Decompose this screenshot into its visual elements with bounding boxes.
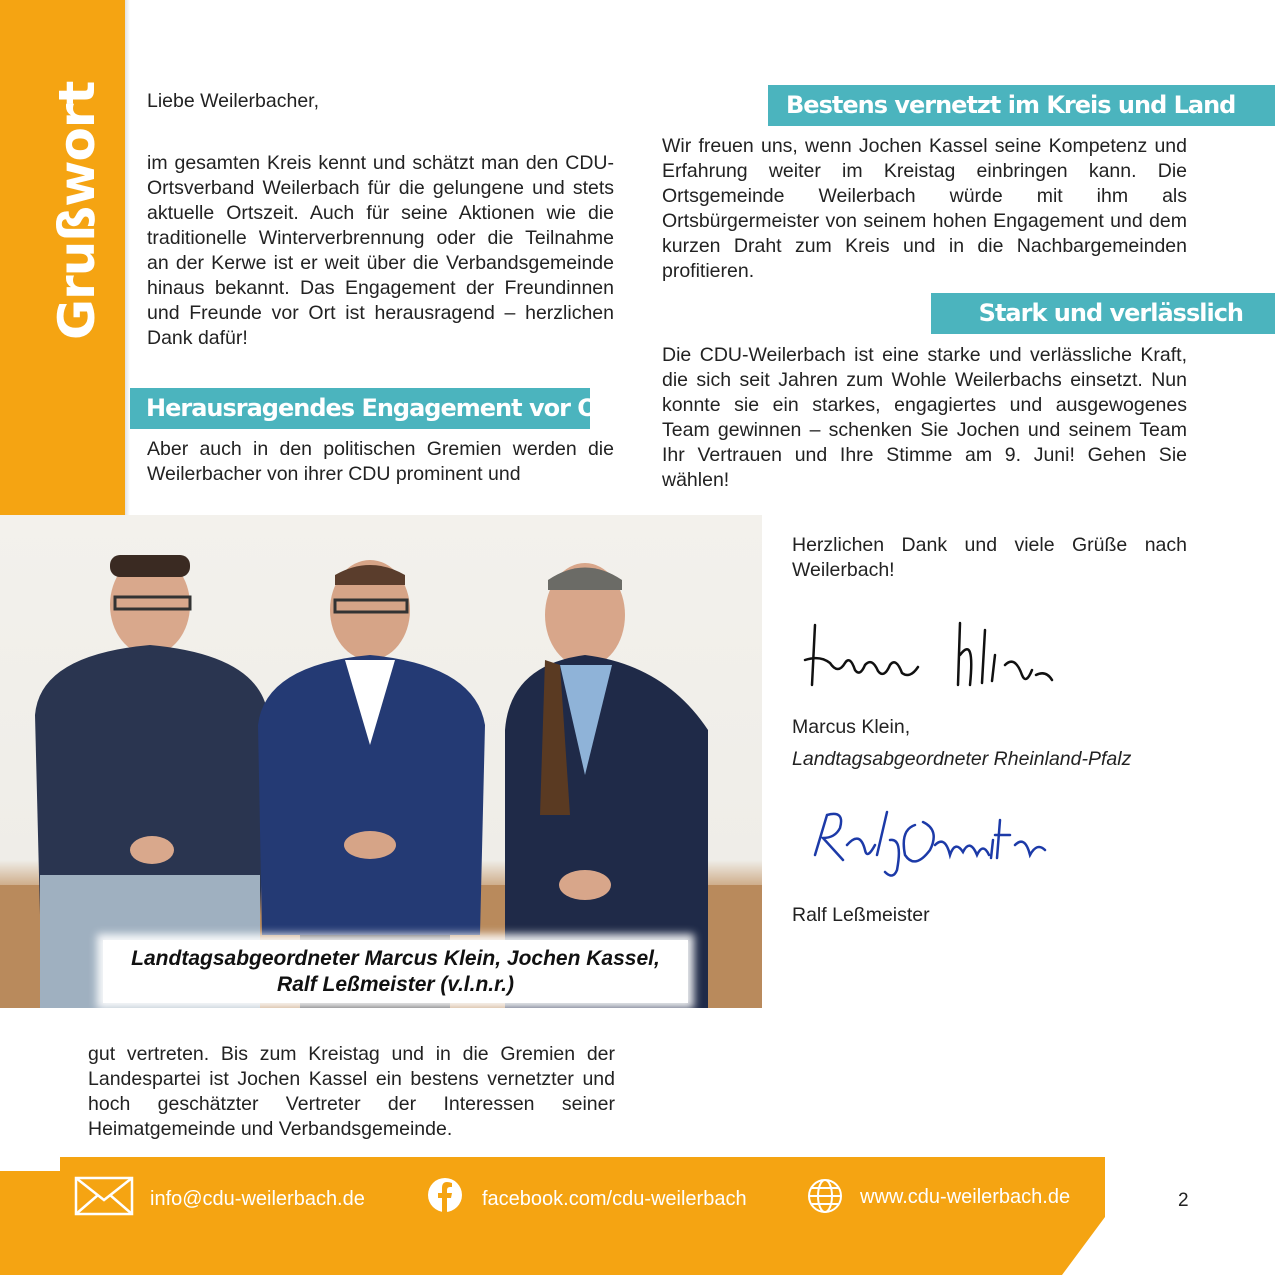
paragraph-committees-continued: gut vertreten. Bis zum Kreistag und in die Gremien der Landespartei ist Jochen Kassel ein bestens vernetzter und hoch geschätzter Vertreter der Interessen seiner Heimatgemeinde und Verbandsgemeinde. [88, 1043, 615, 1140]
paragraph-committees: Aber auch in den politischen Gremien werden die Weilerbacher von ihrer CDU prominent und [147, 438, 614, 485]
team-photo-illustration [0, 515, 762, 1008]
page-number: 2 [1178, 1190, 1189, 1211]
footer-email[interactable]: info@cdu-weilerbach.de [150, 1188, 365, 1210]
facebook-icon [427, 1177, 463, 1213]
paragraph-network: Wir freuen uns, wenn Jochen Kassel seine Kompetenz und Erfahrung weiter im Kreistag einbringen kann. Die Ortsgemeinde Weilerbach würde mit ihm als Ortsbürgermeister von seinem hohen Engagement und dem kurzen Draht zum Kreis und in die Nachbargemeinden profitieren. [662, 135, 1187, 282]
heading-reliable: Stark und verlässlich [931, 293, 1275, 334]
sidebar-shadow [125, 0, 130, 515]
footer-bar [0, 1157, 1275, 1275]
envelope-icon [74, 1176, 134, 1216]
signature-ralf-lessmeister [805, 800, 1055, 885]
paragraph-reliable: Die CDU-Weilerbach ist eine starke und verlässliche Kraft, die sich seit Jahren zum Wohle Weilerbachs einsetzt. Nun konnte sie ein starkes, engagiertes und ausgewogenes Team gewinnen – schenken Sie Jochen und seinem Team Ihr Vertrauen und Ihre Stimme am 9. Juni! Gehen Sie wählen! [662, 344, 1187, 491]
photo-caption-line1: Landtagsabgeordneter Marcus Klein, Jochen Kassel, [131, 947, 660, 970]
heading-engagement: Herausragendes Engagement vor Ort [130, 388, 590, 429]
closing: Herzlichen Dank und viele Grüße nach Weilerbach! [792, 534, 1187, 581]
heading-network: Bestens vernetzt im Kreis und Land [768, 85, 1275, 126]
signer2-name: Ralf Leßmeister [792, 904, 930, 926]
team-photo [0, 515, 762, 1008]
footer-facebook[interactable]: facebook.com/cdu-weilerbach [482, 1188, 747, 1210]
sidebar [0, 0, 125, 515]
sidebar-title: Grußwort [48, 81, 106, 340]
photo-caption [103, 940, 688, 1003]
paragraph-intro: im gesamten Kreis kennt und schätzt man den CDU-Ortsverband Weilerbach für die gelungene und stets aktuelle Ortszeit. Auch für seine Aktionen wie die traditionelle Winterverbrennung oder die Teilnahme an der Kerwe ist er weit über die Verbandsgemeinde hinaus bekannt. Das Engagement der Freundinnen und Freunde vor Ort ist herausragend – herzlichen Dank dafür! [147, 152, 614, 349]
signer1-title: Landtagsabgeordneter Rheinland-Pfalz [792, 748, 1132, 770]
signer1-name: Marcus Klein, [792, 716, 911, 738]
globe-icon [807, 1178, 843, 1214]
footer-website[interactable]: www.cdu-weilerbach.de [860, 1186, 1071, 1208]
greeting: Liebe Weilerbacher, [147, 90, 319, 112]
photo-caption-line2: Ralf Leßmeister (v.l.n.r.) [277, 973, 514, 996]
signature-marcus-klein [800, 615, 1060, 695]
